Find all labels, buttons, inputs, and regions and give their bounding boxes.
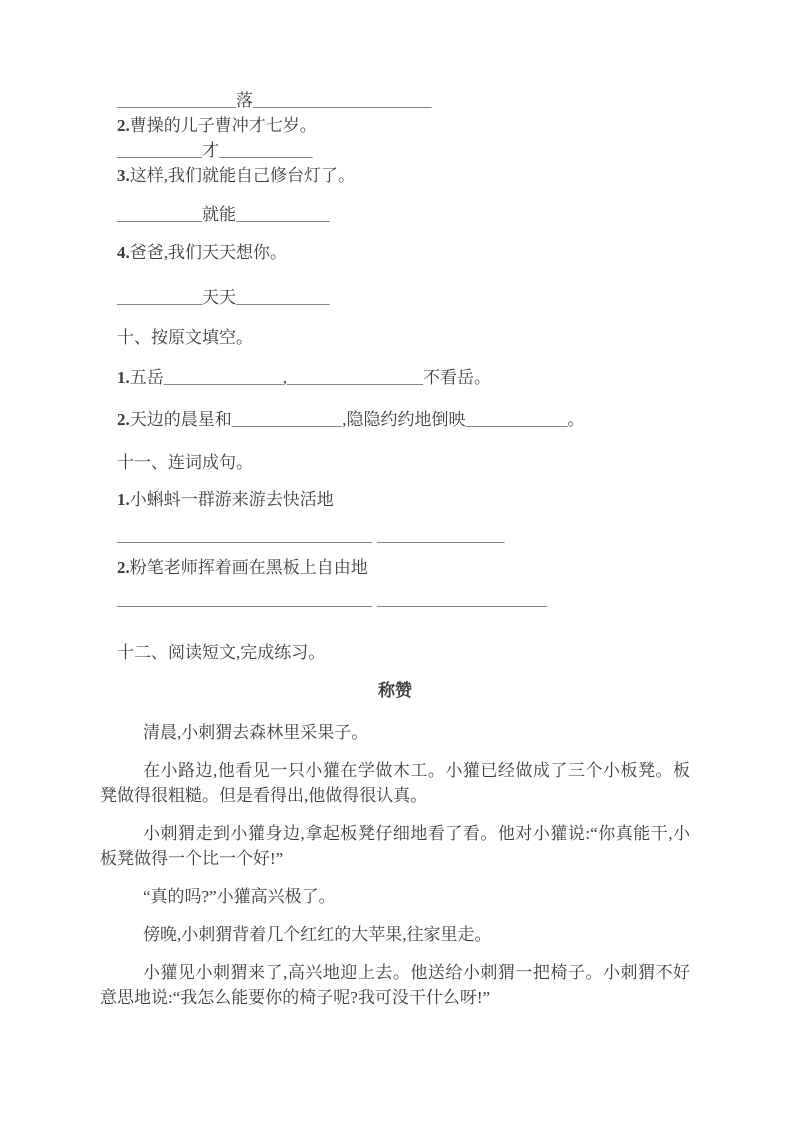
item-number: 2. (117, 410, 130, 429)
answer-line-1 (117, 523, 690, 548)
comma: , (282, 368, 287, 387)
blank-pre: ______________ (117, 91, 236, 110)
blank-line-cai (117, 138, 690, 163)
answer-blank-run1: ______________________________ (117, 526, 372, 545)
passage-paragraph-2: 在小路边,他看见一只小獾在学做木工。小獾已经做成了三个小板凳。板凳做得很粗糙。但是看得出,他做得很认真。 (100, 761, 690, 805)
item-mid: 隐隐约约地倒映 (346, 410, 466, 429)
item-lead: 五岳 (129, 368, 164, 387)
blank-pre: __________ (117, 141, 202, 160)
item-4-sentence (117, 240, 690, 265)
item-2-sentence (117, 113, 690, 138)
section-10-item-1 (117, 365, 690, 390)
item-number: 1. (117, 368, 130, 387)
section-11-heading: 十一、连词成句。 (117, 453, 253, 472)
passage-paragraph-3: 小刺猬走到小獾身边,拿起板凳仔细地看了看。他对小獾说:“你真能干,小板凳做得一个比一个好!” (100, 824, 690, 868)
item-lead: 天边的晨星和 (129, 410, 232, 429)
blank-2: ________________ (287, 368, 423, 387)
section-10-item-2 (117, 407, 690, 432)
blank-2: ____________ (465, 410, 568, 429)
blank-1: _____________ (231, 410, 343, 429)
blank-post: ___________ (219, 141, 313, 160)
item-text: 爸爸,我们天天想你。 (129, 243, 287, 262)
blank-line-luo (117, 88, 690, 113)
passage-paragraph-6: 小獾见小刺猬来了,高兴地迎上去。他送给小刺猬一把椅子。小刺猬不好意思地说:“我怎么能要你的椅子呢?我可没干什么呀!” (100, 963, 690, 1007)
section-10-heading: 十、按原文填空。 (117, 328, 253, 347)
passage-title: 称赞 (378, 681, 412, 700)
item-text: 这样,我们就能自己修台灯了。 (129, 166, 355, 185)
item-tail: 。 (567, 410, 585, 429)
item-number: 3. (117, 166, 130, 185)
blank-post: ___________ (236, 205, 330, 224)
item-tail: 不看岳。 (423, 368, 491, 387)
blank-post: _____________________ (253, 91, 432, 110)
item-number: 1. (117, 490, 130, 509)
blank-line-jiuneng (117, 202, 690, 227)
answer-blank-run2: ____________________ (377, 590, 547, 609)
item-number: 4. (117, 243, 130, 262)
passage-paragraph-5: 傍晚,小刺猬背着几个红红的大苹果,往家里走。 (143, 925, 492, 944)
passage-paragraph-1: 清晨,小刺猬去森林里采果子。 (143, 723, 369, 742)
answer-blank-run1: ______________________________ (117, 590, 372, 609)
passage-paragraph-4: “真的吗?”小獾高兴极了。 (143, 887, 336, 906)
item-number: 2. (117, 558, 130, 577)
blank-post: ___________ (236, 288, 330, 307)
keyword-jiuneng: 就能 (202, 205, 236, 224)
section-12-heading: 十二、阅读短文,完成练习。 (117, 643, 326, 662)
blank-pre: __________ (117, 288, 202, 307)
answer-line-2 (117, 587, 690, 612)
keyword-luo: 落 (236, 91, 253, 110)
item-3-sentence (117, 163, 690, 188)
blank-pre: __________ (117, 205, 202, 224)
section-11-item-1 (117, 487, 690, 512)
item-number: 2. (117, 116, 130, 135)
section-11-item-2 (117, 555, 690, 580)
blank-line-tiantian (117, 285, 690, 310)
keyword-cai: 才 (202, 141, 219, 160)
keyword-tiantian: 天天 (202, 288, 236, 307)
comma: , (342, 410, 347, 429)
blank-1: ______________ (163, 368, 283, 387)
item-text: 粉笔老师挥着画在黑板上自由地 (129, 558, 368, 577)
item-text: 小蝌蚪一群游来游去快活地 (129, 490, 334, 509)
item-text: 曹操的儿子曹冲才七岁。 (129, 116, 317, 135)
answer-blank-run2: _______________ (377, 526, 505, 545)
